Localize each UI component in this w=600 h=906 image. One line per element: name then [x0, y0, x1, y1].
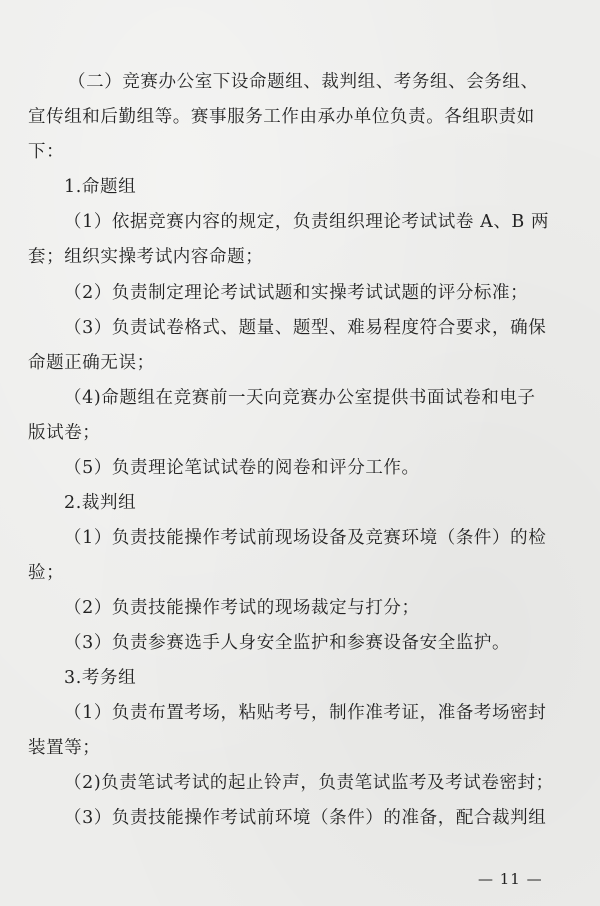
paragraph-line: （2）负责制定理论考试试题和实操考试试题的评分标准； [64, 283, 529, 303]
paragraph-line: （1）依据竞赛内容的规定，负责组织理论考试试卷 A、B 两 [64, 212, 550, 232]
paragraph-line: （1）负责技能操作考试前现场设备及竞赛环境（条件）的检 [64, 528, 547, 548]
paragraph-line: 版试卷； [28, 423, 101, 443]
paragraph-line: （1）负责布置考场，粘贴考号，制作准考证，准备考场密封 [64, 703, 547, 723]
paragraph-line: 下： [28, 142, 65, 162]
paragraph-line: 验； [28, 563, 65, 583]
paragraph-line: 宣传组和后勤组等。赛事服务工作由承办单位负责。各组职责如 [28, 107, 535, 127]
paragraph-line: 装置等； [28, 738, 101, 758]
paragraph-line: （5）负责理论笔试试卷的阅卷和评分工作。 [64, 458, 420, 478]
paragraph-line: （二）竞赛办公室下设命题组、裁判组、考务组、会务组、 [68, 72, 539, 92]
paragraph-line: （3）负责参赛选手人身安全监护和参赛设备安全监护。 [64, 633, 511, 653]
section-heading: 2.裁判组 [64, 493, 137, 513]
paragraph-line: （2)负责笔试考试的起止铃声，负责笔试监考及考试卷密封； [64, 773, 554, 793]
paragraph-line: 命题正确无误； [28, 353, 155, 373]
section-heading: 1.命题组 [64, 177, 137, 197]
paragraph-line: 套；组织实操考试内容命题； [28, 247, 264, 267]
paragraph-line: （4)命题组在竞赛前一天向竞赛办公室提供书面试卷和电子 [64, 388, 536, 408]
section-heading: 3.考务组 [64, 668, 137, 688]
page-number: — 11 — [478, 870, 543, 888]
paragraph-line: （3）负责技能操作考试前环境（条件）的准备，配合裁判组 [64, 808, 547, 828]
paragraph-line: （2）负责技能操作考试的现场裁定与打分； [64, 598, 420, 618]
paragraph-line: （3）负责试卷格式、题量、题型、难易程度符合要求，确保 [64, 318, 547, 338]
